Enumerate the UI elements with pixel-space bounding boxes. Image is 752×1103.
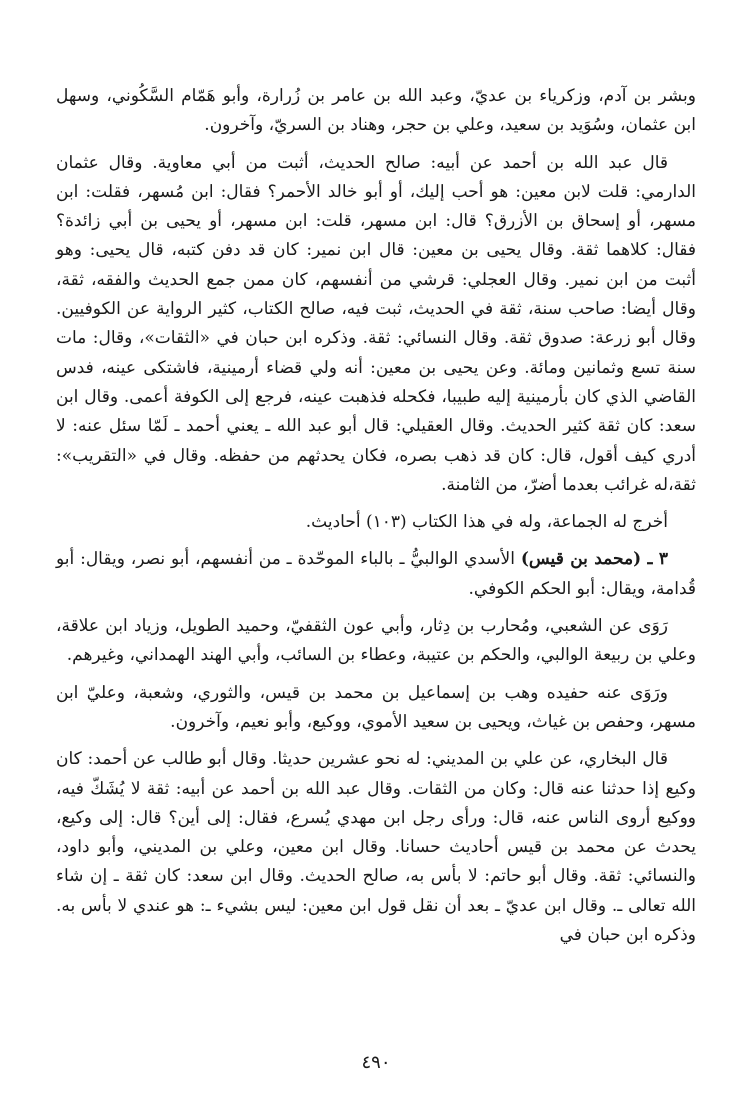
paragraph-6-text: ورَوَى عنه حفيده وهب بن إسماعيل بن محمد بن قيس، والثوري، وشعبة، وعليّ ابن مسهر، وحفص بن غياث، ويحيى بن سعيد الأموي، ووكيع، وأبو نعيم، وآخرون.: [56, 682, 696, 732]
paragraph-5: [56, 612, 696, 671]
paragraph-1-text: وبشر بن آدم، وزكرياء بن عديّ، وعبد الله بن عامر بن زُرارة، وأبو هَمّام السَّكُوني، وسهل ابن عثمان، وسُوَيد بن سعيد، وعلي بن حجر، وهناد بن السريّ، وآخرون.: [56, 86, 696, 136]
biography-entry-heading: [56, 545, 696, 604]
paragraph-6: [56, 679, 696, 738]
paragraph-3-text: أخرج له الجماعة، وله في هذا الكتاب (١٠٣) أحاديث.: [305, 512, 668, 533]
body-text: [56, 82, 696, 950]
page-number: ٤٩٠: [361, 1052, 391, 1073]
paragraph-7-text: قال البخاري، عن علي بن المديني: له نحو عشرين حديثا. وقال أبو طالب عن أحمد: كان وكيع إذا حدثنا عنه قال: وكان من الثقات. وقال عبد الله بن أحمد عن أبيه: ثقة لا يُشَكّ فيه، ووكيع أروى الناس عنه، قال: ورأى رجل ابن مهدي يُسرع، فقال: إلى أين؟ قال: إلى وكيع، يحدث عن محمد بن قيس أحاديث حسانا. وقال ابن معين، وعلي بن المديني، وأبو داود، والنسائي: ثقة. وقال أبو حاتم: لا بأس به، صالح الحديث. وقال ابن سعد: كان ثقة ـ إن شاء الله تعالى ـ. وقال ابن عديّ ـ بعد أن نقل قول ابن معين: ليس بشيء ـ: هو عندي لا بأس به. وذكره ابن حبان في: [56, 749, 696, 946]
entry-name-bold: ٣ ـ (محمد بن قيس): [520, 549, 668, 570]
paragraph-2: [56, 149, 696, 501]
paragraph-2-text: قال عبد الله بن أحمد عن أبيه: صالح الحديث، أثبت من أبي معاوية. وقال عثمان الدارمي: قلت لابن معين: هو أحب إليك، أو أبو خالد الأحمر؟ فقال: ابن مُسهر، فقلت: ابن مسهر، أو إسحاق بن الأزرق؟ قال: ابن مسهر، قلت: ابن مسهر، أو يحيى بن أبي زائدة؟ فقال: كلاهما ثقة. وقال يحيى بن معين: قال ابن نمير: كان قد دفن كتبه، قال يحيى: وهو أثبت من ابن نمير. وقال العجلي: قرشي من أنفسهم، كان ممن جمع الحديث والفقه، ثقة، وقال أيضا: صاحب سنة، ثقة في الحديث، ثبت فيه، صالح الكتاب، كثير الرواية عن الكوفيين. وقال أبو زرعة: صدوق ثقة. وقال النسائي: ثقة. وذكره ابن حبان في «الثقات»، وقال: مات سنة تسع وثمانين ومائة. وعن يحيى بن معين: أنه ولي قضاء أرمينية، فاشتكى عينه، فدس القاضي الذي كان بأرمينية إليه طبيبا، فكحله فذهبت عينه، فرجع إلى الكوفة أعمى. وقال ابن سعد: كان ثقة كثير الحديث. وقال العقيلي: قال أبو عبد الله ـ يعني أحمد ـ لَمّا سئل عنه: لا أدري كيف أقول، قال: كان قد ذهب بصره، فكان يحدثهم من حفظه. وقال في «التقريب»: ثقة،له غرائب بعدما أضرّ، من الثامنة.: [56, 152, 696, 495]
paragraph-5-text: رَوَى عن الشعبي، ومُحارب بن دِثار، وأبي عون الثقفيّ، وحميد الطويل، وزياد ابن علاقة، وعلي بن ربيعة الوالبي، والحكم بن عتيبة، وعطاء بن السائب، وأبي الهند الهمداني، وغيرهم.: [56, 616, 696, 666]
paragraph-4-text: الأسدي الوالبيُّ ـ بالباء الموحّدة ـ من أنفسهم، أبو نصر، ويقال: أبو قُدامة، ويقال: أبو الحكم الكوفي.: [56, 549, 696, 599]
paragraph-3: [56, 508, 696, 537]
paragraph-1: [56, 82, 696, 141]
paragraph-7: [56, 745, 696, 950]
